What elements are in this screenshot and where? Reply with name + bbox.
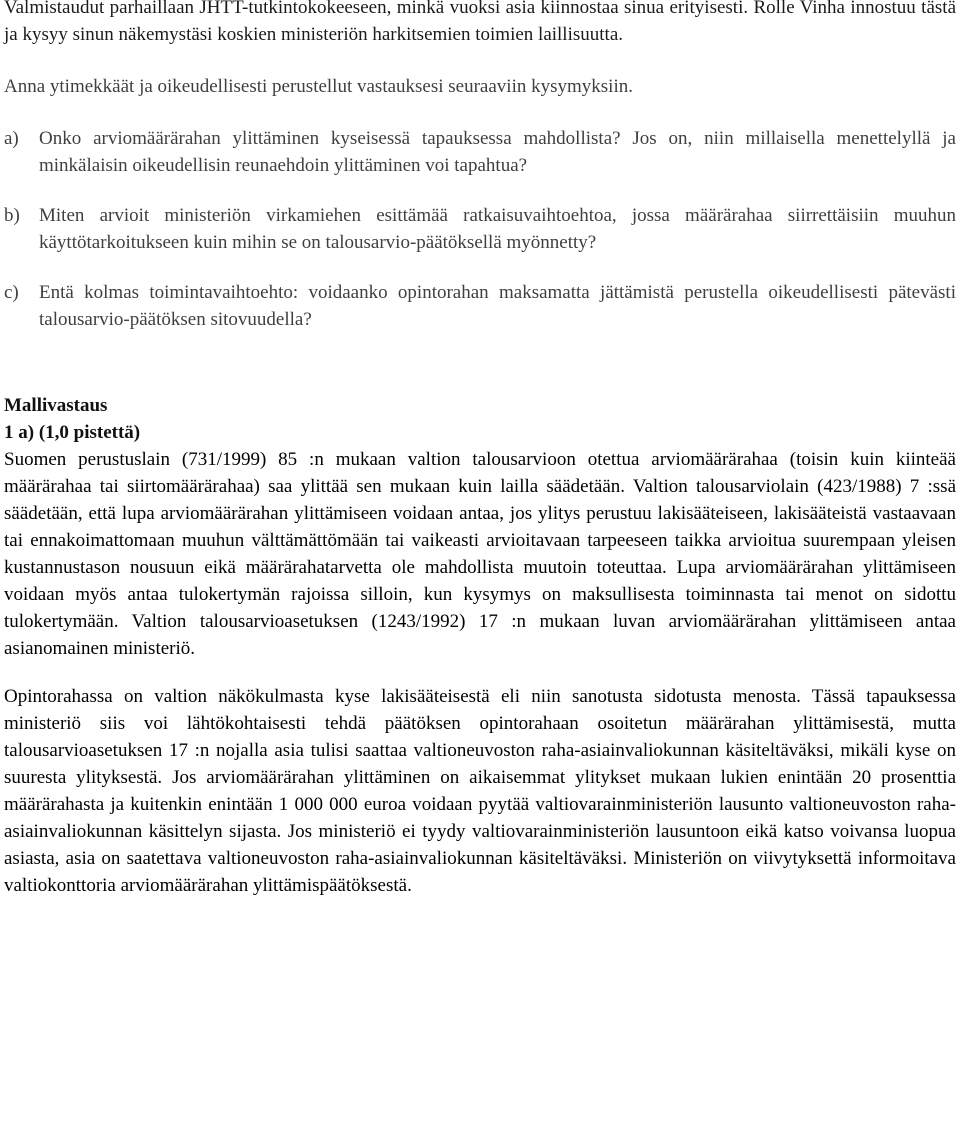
question-text: Miten arvioit ministeriön virkamiehen esittämää ratkaisuvaihtoehtoa, jossa määrärahaa siirrettäisiin muuhun käyttötarkoitukseen kuin mihin se on talousarvio-päätöksellä myönnetty?: [39, 205, 956, 253]
question-b: [4, 202, 956, 256]
question-c: [4, 279, 956, 333]
question-a: [4, 125, 956, 179]
intro-paragraph: Valmistaudut parhaillaan JHTT-tutkintokokeeseen, minkä vuoksi asia kiinnostaa sinua erityisesti. Rolle Vinha innostuu tästä ja kysyy sinun näkemystäsi koskien ministeriön harkitsemien toimien laillisuutta.: [4, 0, 956, 45]
question-text: Entä kolmas toimintavaihtoehto: voidaanko opintorahan maksamatta jättämistä perustella oikeudellisesti pätevästi talousarvio-päätöksen sitovuudella?: [39, 282, 956, 330]
answer-paragraph-2: Opintorahassa on valtion näkökulmasta kyse lakisääteisestä eli niin sanotusta sidotusta menosta. Tässä tapauksessa ministeriö siis voi lähtökohtaisesti tehdä päätöksen opintorahaan osoitetun määrärahan ylittämisestä, mutta talousarvioasetuksen 17 :n nojalla asia tulisi saattaa valtioneuvoston raha-asiainvaliokunnan käsiteltäväksi, mikäli kyse on suuresta ylityksestä. Jos arviomäärärahan ylittäminen on aikaisemmat ylitykset mukaan lukien enintään 20 prosenttia määrärahasta ja kuitenkin enintään 1 000 000 euroa voidaan pyytää valtiovarainministeriön lausunto valtioneuvoston raha-asiainvaliokunnan käsittelyn sijasta. Jos ministeriö ei tyydy valtiovarainministeriön lausuntoon eikä katso voivansa luopua asiasta, asia on saatettava valtioneuvoston raha-asiainvaliokunnan käsiteltäväksi. Ministeriön on viivytyksettä informoitava valtiokonttoria arviomäärärahan ylittämispäätöksestä.: [4, 686, 956, 896]
document-page: [4, 0, 956, 899]
spacer: [4, 48, 956, 73]
answer-subheading: 1 a) (1,0 pistettä): [4, 422, 141, 443]
spacer: [4, 179, 956, 202]
question-marker: b): [4, 205, 20, 226]
question-marker: a): [4, 128, 19, 149]
spacer: [4, 333, 956, 392]
question-marker: c): [4, 282, 19, 303]
answer-heading: Mallivastaus: [4, 395, 108, 416]
answer-paragraph-1: Suomen perustuslain (731/1999) 85 :n mukaan valtion talousarvioon otettua arviomäärärahaa (toisin kuin kiinteää määrärahaa tai siirtomäärärahaa) saa ylittää sen mukaan kuin lailla säädetään. Valtion talousarviolain (423/1988) 7 :ssä säädetään, että lupa arviomäärärahan ylittämiseen voidaan antaa, jos ylitys perustuu lakisääteiseen, lakisääteistä vastaavaan tai ennakoimattomaan muuhun välttämättömään tai vaikeasti arvioitavaan tarpeeseen taikka arvioitua suurempaan yleisen kustannustason nousuun eikä määrärahatarvetta ole mahdollista muutoin toteuttaa. Lupa arviomäärärahan ylittämiseen voidaan myös antaa tulokertymän rajoissa silloin, kun kysymys on maksullisesta toiminnasta tai menot on sidottu tulokertymään. Valtion talousarvioasetuksen (1243/1992) 17 :n mukaan luvan arviomäärärahan ylittämiseen antaa asianomainen ministeriö.: [4, 449, 956, 659]
instruction-paragraph: Anna ytimekkäät ja oikeudellisesti perustellut vastauksesi seuraaviin kysymyksiin.: [4, 76, 633, 97]
spacer: [4, 100, 956, 125]
question-text: Onko arviomäärärahan ylittäminen kyseisessä tapauksessa mahdollista? Jos on, niin millaisella menettelyllä ja minkälaisin oikeudellisin reunaehdoin ylittäminen voi tapahtua?: [39, 128, 956, 176]
spacer: [4, 662, 956, 683]
spacer: [4, 256, 956, 279]
